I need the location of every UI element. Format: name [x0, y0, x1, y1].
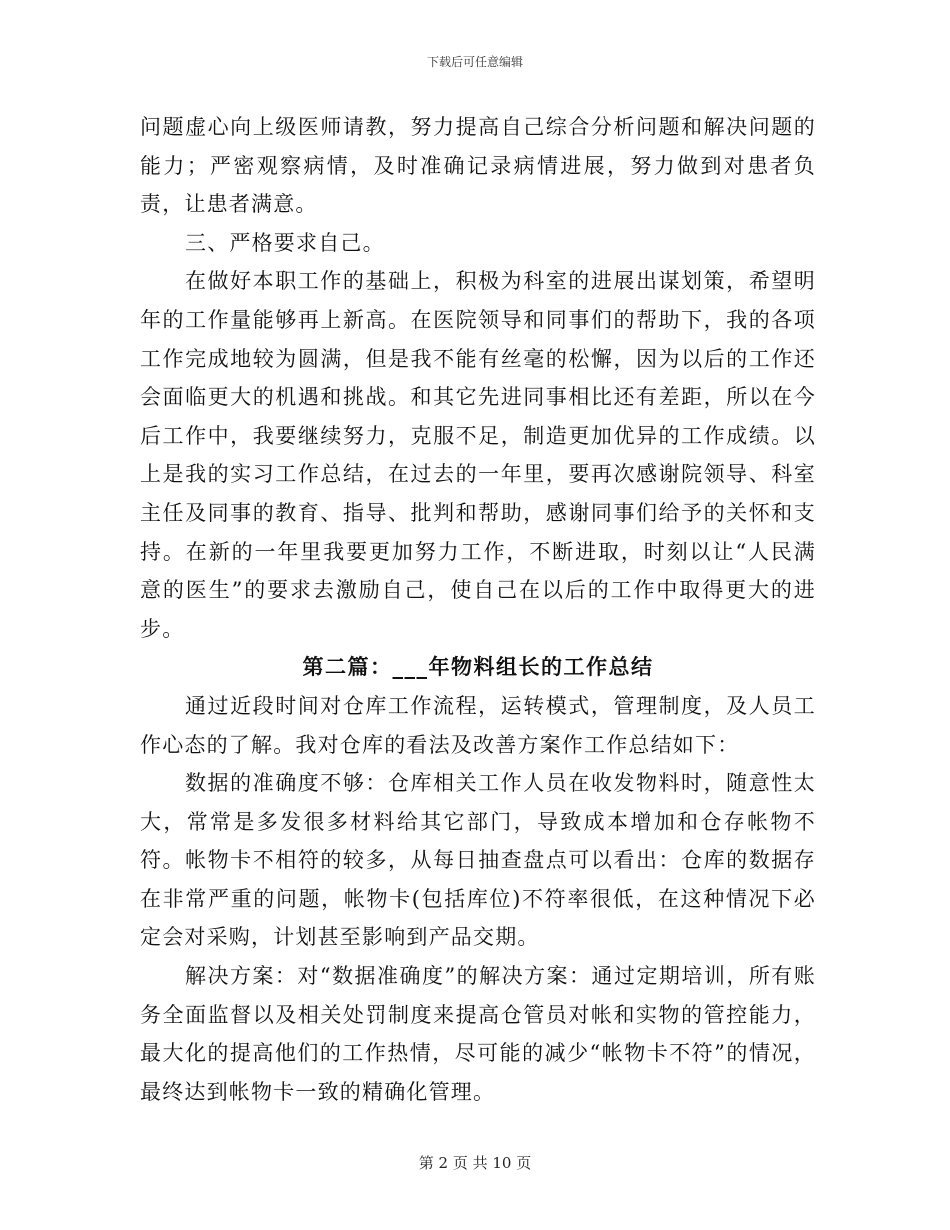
page-footer: 第 2 页 共 10 页 — [418, 1154, 532, 1172]
section-heading-3: 三、严格要求自己。 — [185, 230, 385, 255]
body-paragraph: 问题虚心向上级医师请教，努力提高自己综合分析问题和解决问题的能力；严密观察病情，及时准确记录病情进展，努力做到对患者负责，让患者满意。 — [140, 115, 816, 217]
body-paragraph: 解决方案：对“数据准确度”的解决方案：通过定期培训，所有账务全面监督以及相关处罚制度来提高仓管员对帐和实物的管控能力，最大化的提高他们的工作热情，尽可能的减少“帐物卡不符”的情况，最终达到帐物卡一致的精确化管理。 — [140, 964, 816, 1104]
body-paragraph: 通过近段时间对仓库工作流程，运转模式，管理制度，及人员工作心态的了解。我对仓库的看法及改善方案作工作总结如下： — [140, 693, 816, 757]
body-paragraph: 在做好本职工作的基础上，积极为科室的进展出谋划策，希望明年的工作量能够再上新高。在医院领导和同事们的帮助下，我的各项工作完成地较为圆满，但是我不能有丝毫的松懈，因为以后的工作还会面临更大的机遇和挑战。和其它先进同事相比还有差距，所以在今后工作中，我要继续努力，克服不足，制造更加优异的工作成绩。以上是我的实习工作总结，在过去的一年里，要再次感谢院领导、科室主任及同事的教育、指导、批判和帮助，感谢同事们给予的关怀和支持。在新的一年里我要更加努力工作，不断进取，时刻以让“人民满意的医生”的要求去激励自己，使自己在以后的工作中取得更大的进步。 — [140, 269, 816, 641]
document-body — [140, 108, 816, 1111]
body-paragraph: 数据的准确度不够：仓库相关工作人员在收发物料时，随意性太大，常常是多发很多材料给其它部门，导致成本增加和仓存帐物不符。帐物卡不相符的较多，从每日抽查盘点可以看出：仓库的数据存在非常严重的问题，帐物卡(包括库位)不符率很低，在这种情况下必定会对采购，计划甚至影响到产品交期。 — [140, 771, 816, 950]
section-title: 第二篇：___年物料组长的工作总结 — [302, 654, 654, 680]
page-header: 下载后可任意编辑 — [426, 55, 523, 69]
